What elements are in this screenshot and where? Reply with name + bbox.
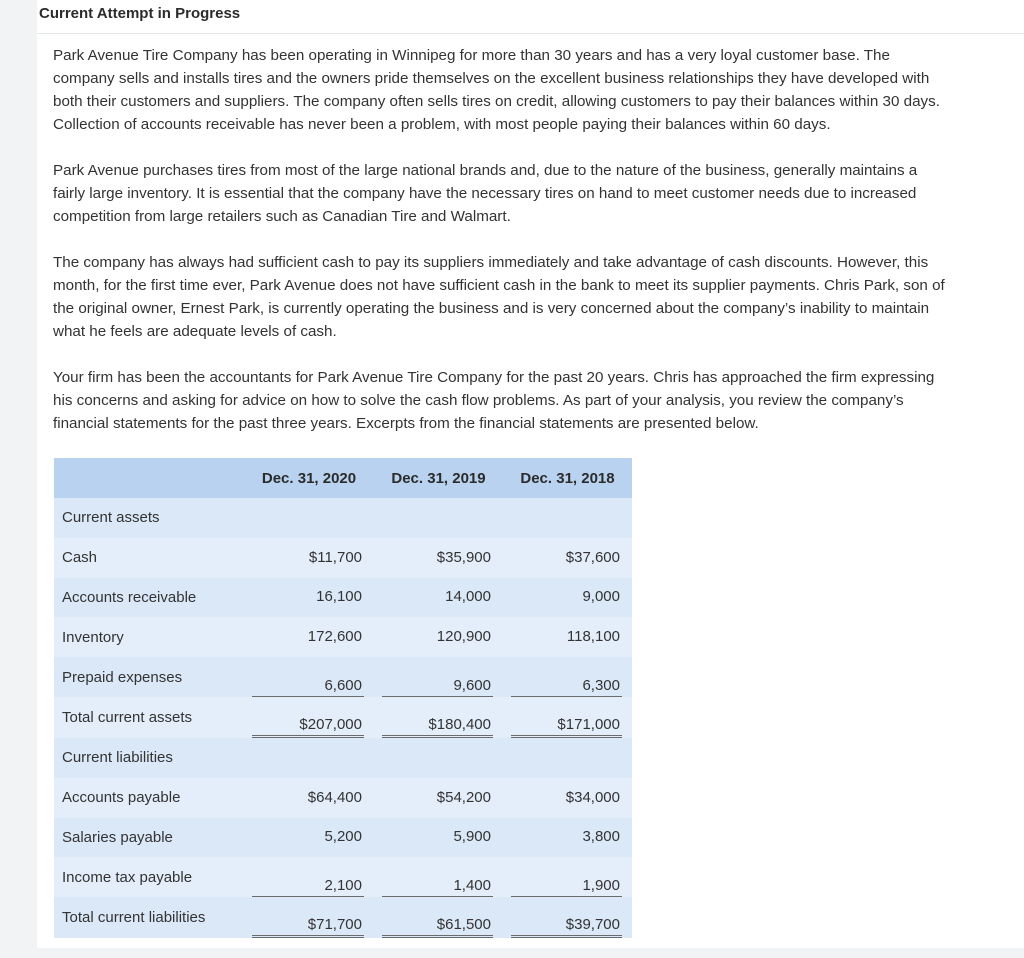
table-row: [54, 897, 632, 938]
cell-value: 6,300: [511, 676, 622, 697]
table-row: [54, 818, 632, 858]
cell-value: 9,600: [382, 676, 493, 697]
cell-value: 1,400: [382, 876, 493, 897]
cell-value: 2,100: [252, 876, 364, 897]
cell-value: 172,600: [307, 628, 362, 646]
cell-value: 5,200: [324, 828, 362, 846]
row-label: Salaries payable: [62, 828, 173, 846]
table-row: [54, 778, 632, 818]
financial-statements-table: [54, 458, 632, 938]
cell-value: 6,600: [252, 676, 364, 697]
cell-value: $54,200: [436, 788, 491, 806]
cell-value: $34,000: [565, 788, 620, 806]
table-row: [54, 538, 632, 578]
row-label: Total current assets: [54, 697, 244, 738]
cell-value: $35,900: [436, 548, 491, 566]
cell-value: 3,800: [582, 828, 620, 846]
cell-value: $207,000: [252, 715, 364, 738]
cell-value: $171,000: [511, 715, 622, 738]
table-row: [54, 697, 632, 738]
left-margin-bar: [0, 0, 37, 958]
bottom-margin-bar: [0, 948, 1024, 958]
table-row: [54, 857, 632, 897]
cell-value: 5,900: [453, 828, 491, 846]
cell-value: $180,400: [382, 715, 493, 738]
row-label: Accounts payable: [54, 778, 244, 818]
problem-text: [53, 44, 1013, 458]
column-header: Dec. 31, 2020: [244, 458, 374, 498]
cell-value: $71,700: [252, 915, 364, 938]
attempt-title: Current Attempt in Progress: [39, 5, 241, 22]
table-row: [54, 578, 632, 618]
header-label-cell: [54, 458, 244, 498]
paragraph-inventory: Park Avenue purchases tires from most of the large national brands and, due to the nature of the business, generally maintains a fairly large inventory. It is essential that the company have the necessary tires on hand to meet customer needs due to increased competition from large retailers such as Canadian Tire and Walmart.: [53, 162, 918, 225]
row-label: Inventory: [54, 617, 244, 657]
cell-value: $39,700: [511, 915, 622, 938]
table-row: [54, 498, 632, 538]
table-row: [54, 657, 632, 697]
cell-value: $37,600: [565, 548, 620, 566]
column-header: Dec. 31, 2018: [503, 458, 632, 498]
cell-value: 14,000: [445, 588, 491, 606]
paragraph-intro: Park Avenue Tire Company has been operating in Winnipeg for more than 30 years and has a very loyal customer base. The company sells and installs tires and the owners pride themselves on the excellent business relationships they have developed with both their customers and suppliers. The company often sells tires on credit, allowing customers to pay their balances within 30 days. Collection of accounts receivable has never been a problem, with most people paying their balances within 60 days.: [53, 47, 940, 133]
cell-value: 120,900: [436, 628, 491, 646]
row-label: Current liabilities: [62, 749, 173, 767]
cell-value: $64,400: [307, 788, 362, 806]
attempt-header: [37, 0, 1024, 34]
row-label: Accounts receivable: [62, 588, 197, 606]
row-label: Current assets: [62, 509, 160, 527]
paragraph-cash: The company has always had sufficient cash to pay its suppliers immediately and take advantage of cash discounts. However, this month, for the first time ever, Park Avenue does not have sufficient cash in the bank to meet its supplier payments. Chris Park, son of the original owner, Ernest Park, is currently operating the business and is very concerned about the company’s inability to maintain what he feels are adequate levels of cash.: [53, 254, 945, 340]
row-label: Prepaid expenses: [62, 668, 183, 686]
cell-value: 9,000: [582, 588, 620, 606]
row-label: Cash: [54, 538, 244, 578]
column-header: Dec. 31, 2019: [374, 458, 503, 498]
cell-value: $11,700: [308, 548, 362, 566]
table-header-row: [54, 458, 632, 498]
cell-value: $61,500: [382, 915, 493, 938]
row-label: Income tax payable: [54, 857, 244, 897]
cell-value: 1,900: [511, 876, 622, 897]
paragraph-analysis: Your firm has been the accountants for Park Avenue Tire Company for the past 20 years. Chris has approached the firm expressing his concerns and asking for advice on how to solve the cash flow problems. As part of your analysis, you review the company’s financial statements for the past three years. Excerpts from the financial statements are presented below.: [53, 369, 935, 432]
cell-value: 16,100: [316, 588, 362, 606]
row-label: Total current liabilities: [62, 909, 206, 927]
table-row: [54, 617, 632, 657]
cell-value: 118,100: [566, 628, 620, 646]
table-row: [54, 738, 632, 778]
